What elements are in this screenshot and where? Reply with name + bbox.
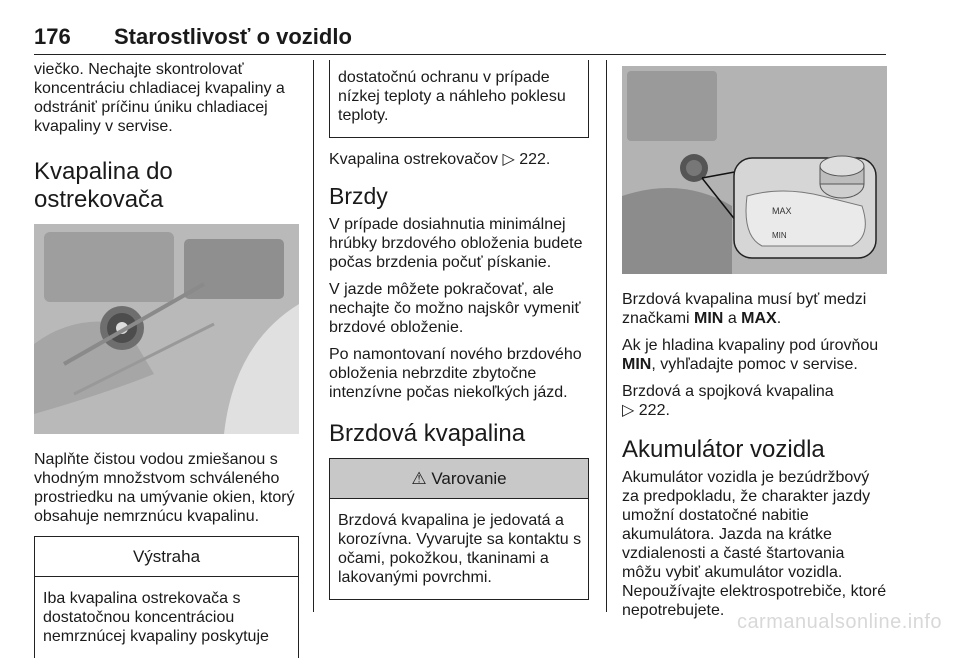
- column-divider: [606, 60, 607, 612]
- brake-reservoir-illustration: [622, 66, 887, 274]
- column-divider: [313, 60, 314, 612]
- brakes-heading: Brzdy: [329, 183, 388, 209]
- page-reference-icon: ▷: [622, 402, 635, 419]
- column-right: [622, 60, 887, 628]
- washer-reference: [329, 150, 589, 169]
- caution-text: Iba kvapalina ostrekovača s dostatočnou koncentráciou nemrznúcej kvapaliny poskytuje: [43, 590, 269, 645]
- washer-reservoir-photo: [34, 224, 299, 434]
- brake-fluid-reservoir-photo: [622, 66, 887, 274]
- caution-title: Výstraha: [35, 537, 298, 577]
- battery-paragraph-1: Akumulátor vozidla je bezúdržbový za predpokladu, že charakter jazdy umožní dostatočné nabitie akumulátora. Jazda na krátke vzdialenosti a časté štartovania môžu vybiť akumulátor vozidla.: [622, 469, 871, 581]
- brakes-paragraph-2: V jazde môžete pokračovať, ale nechajte čo možno najskôr vymeniť brzdové obloženie.: [329, 281, 581, 336]
- engine-bay-illustration: [34, 224, 299, 434]
- column-left: [34, 60, 299, 658]
- warning-icon: ⚠: [411, 469, 427, 488]
- brakes-paragraph-1: V prípade dosiahnutia minimálnej hrúbky brzdového obloženia budete počas brzdenia počuť pískanie.: [329, 216, 583, 271]
- reference-page: 222.: [519, 151, 551, 168]
- reference-label: Kvapalina ostrekovačov: [329, 151, 498, 168]
- washer-fluid-heading: Kvapalina do ostrekovača: [34, 158, 173, 213]
- intro-paragraph: viečko. Nechajte skontrolovať koncentráciu chladiacej kvapaliny a odstrániť príčinu úniku chladiacej kvapaliny v servise.: [34, 61, 285, 135]
- caution-box-continued: [329, 60, 589, 138]
- max-mark-label: MAX: [772, 206, 792, 216]
- page-header: [34, 20, 886, 55]
- chapter-title: Starostlivosť o vozidlo: [114, 24, 352, 49]
- caution-continued-text: dostatočnú ochranu v prípade nízkej teploty a náhleho poklesu teploty.: [338, 69, 566, 124]
- min-mark-label: MIN: [772, 231, 787, 240]
- page-number: 176: [34, 24, 71, 49]
- warning-box: [329, 458, 589, 600]
- warning-title: Varovanie: [431, 469, 507, 488]
- battery-paragraph-2: Nepoužívajte elektrospotrebiče, ktoré nepotrebujete.: [622, 583, 887, 619]
- min-label: MIN: [694, 310, 724, 327]
- battery-heading: Akumulátor vozidla: [622, 436, 825, 463]
- min-label: MIN: [622, 356, 652, 373]
- warning-title-bar: [330, 459, 588, 499]
- watermark: carmanualsonline.info: [736, 611, 942, 633]
- max-label: MAX: [741, 310, 777, 327]
- washer-fluid-paragraph: Naplňte čistou vodou zmiešanou s vhodným množstvom schváleného prostriedku na umývanie okien, ktorý obsahuje nemrznúcu kvapalinu.: [34, 451, 295, 525]
- brake-fluid-paragraph-1: Brzdová kvapalina musí byť medzi značkami MIN a MAX.: [622, 291, 867, 327]
- brakes-paragraph-3: Po namontovaní nového brzdového obloženia nebrzdite zbytočne intenzívne počas niekoľkých jázd.: [329, 346, 582, 401]
- brake-fluid-heading: Brzdová kvapalina: [329, 420, 526, 447]
- page-reference-icon: ▷: [502, 151, 515, 168]
- brake-fluid-reference: Brzdová a spojková kvapalina ▷ 222.: [622, 383, 834, 419]
- brake-fluid-paragraph-2: Ak je hladina kvapaliny pod úrovňou MIN, vyhľadajte pomoc v servise.: [622, 337, 879, 373]
- caution-box: [34, 536, 299, 658]
- column-middle: [329, 60, 589, 600]
- warning-text: Brzdová kvapalina je jedovatá a korozívna. Vyvarujte sa kontaktu s očami, pokožkou, tkaninami a lakovanými povrchmi.: [338, 512, 582, 586]
